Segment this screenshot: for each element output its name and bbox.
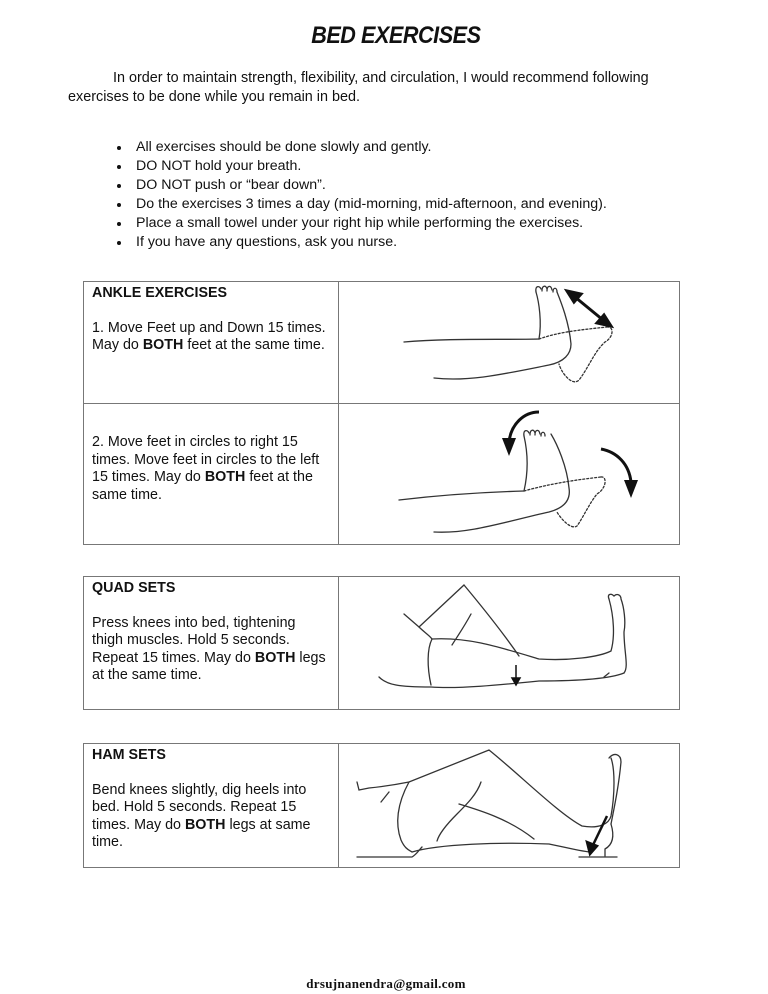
exercise-instructions <box>92 615 330 685</box>
foot-circles-icon <box>339 404 679 544</box>
instr-bold: BOTH <box>142 337 184 353</box>
instr-text: feet at the same time. <box>183 337 325 353</box>
instr-text: 1. Move Feet up and Down 15 times. May do <box>92 319 326 353</box>
section-heading: HAM SETS <box>92 747 166 763</box>
guideline-item: Place a small towel under your right hip while performing the exercises. <box>114 214 607 233</box>
instr-text: legs at same time. <box>92 816 311 850</box>
leg-ham-icon <box>339 744 679 867</box>
quad-set-illustration <box>339 577 680 710</box>
foot-flex-icon <box>339 282 679 403</box>
page-title <box>40 22 731 50</box>
instr-bold: BOTH <box>204 469 246 485</box>
guideline-item: Do the exercises 3 times a day (mid-morning, mid-afternoon, and evening). <box>114 195 607 214</box>
footer-email-text: drsujnanendra@gmail.com <box>306 976 466 991</box>
instr-text: legs at the same time. <box>92 649 326 683</box>
exercise-instructions <box>92 320 330 355</box>
guideline-item: If you have any questions, ask you nurse. <box>114 233 607 252</box>
section-heading: QUAD SETS <box>92 580 176 596</box>
guideline-item: DO NOT push or “bear down”. <box>114 176 607 195</box>
footer-email <box>0 976 768 992</box>
instr-text: 2. Move feet in circles to right 15 times. Move feet in circles to the left 15 times. May do <box>92 434 320 485</box>
ham-sets-table <box>83 743 680 868</box>
instr-text: feet at the same time. <box>92 469 313 503</box>
ham-set-illustration <box>339 744 680 868</box>
quad-text-cell <box>84 577 339 710</box>
ankle-up-down-illustration <box>339 282 680 404</box>
instr-bold: BOTH <box>184 816 226 833</box>
instr-bold: BOTH <box>254 649 296 666</box>
ankle-circles-illustration <box>339 404 680 545</box>
exercise-instructions <box>92 434 330 504</box>
leg-quad-icon <box>339 577 679 709</box>
ham-text-cell <box>84 744 339 868</box>
ankle-step1-text-cell <box>84 282 339 404</box>
quad-sets-table <box>83 576 680 710</box>
exercise-instructions <box>92 782 330 852</box>
instr-text: Press knees into bed, tightening thigh muscles. Hold 5 seconds. Repeat 15 times. May do <box>92 614 296 666</box>
ankle-exercises-table <box>83 281 680 545</box>
intro-paragraph: In order to maintain strength, flexibility, and circulation, I would recommend following exercises to be done while you remain in bed. <box>68 70 649 105</box>
guideline-item: DO NOT hold your breath. <box>114 157 607 176</box>
guideline-item: All exercises should be done slowly and gently. <box>114 138 607 157</box>
section-heading: ANKLE EXERCISES <box>92 285 228 301</box>
instr-text: Bend knees slightly, dig heels into bed. Hold 5 seconds. Repeat 15 times. May do <box>92 781 307 833</box>
ankle-step2-text-cell <box>84 404 339 545</box>
guidelines-list <box>114 138 607 252</box>
title-text: BED EXERCISES <box>311 22 481 49</box>
